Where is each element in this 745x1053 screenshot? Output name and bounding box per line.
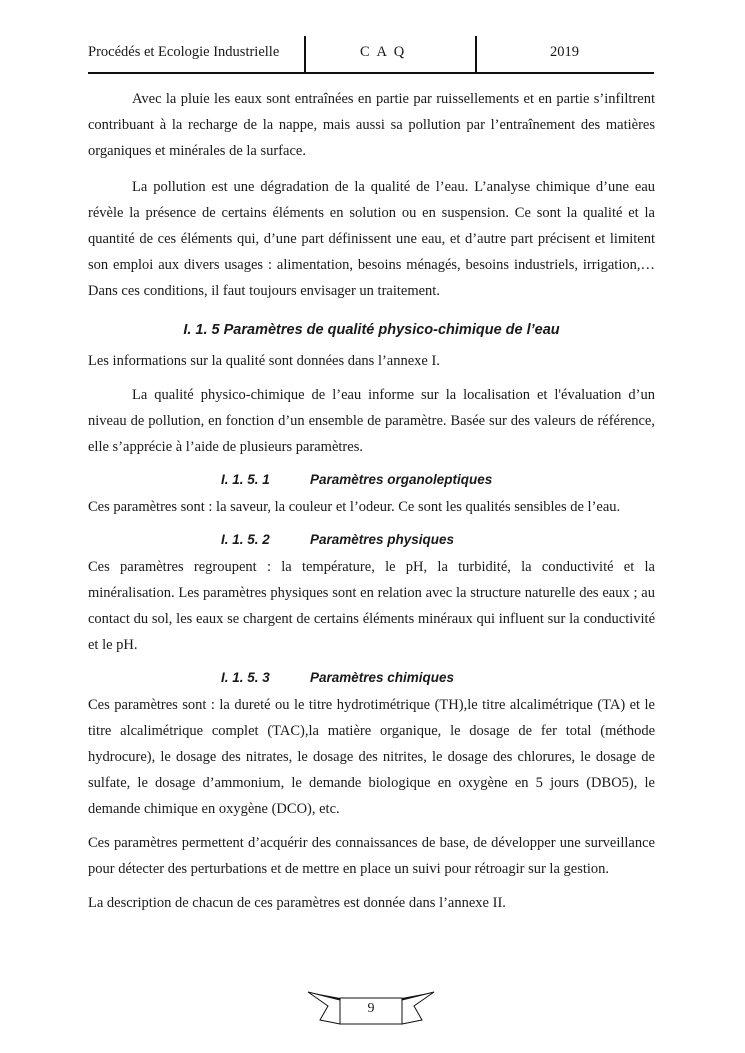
page-number: 9 bbox=[367, 1001, 375, 1016]
paragraph: La qualité physico-chimique de l’eau informe sur la localisation et l'évaluation d’un niveau de pollution, en fonction d’un ensemble de paramètre. Basée sur des valeurs de référence, elle s’apprécie à l’aide de plusieurs paramètres. bbox=[88, 387, 655, 455]
page-header bbox=[88, 36, 654, 76]
subsection-heading bbox=[88, 664, 655, 692]
paragraph: Ces paramètres regroupent : la température, le pH, la turbidité, la conductivité et la minéralisation. Les paramètres physiques sont en relation avec la structure naturelle des eaux ; au contact du sol, les eaux se chargent de certains éléments minéraux qui influent sur la conductivité et le pH. bbox=[88, 559, 655, 653]
paragraph: Avec la pluie les eaux sont entraînées en partie par ruissellements et en partie s’infiltrent contribuant à la recharge de la nappe, mais aussi sa pollution par l’entraînement des matières organiques et minérales de la surface. bbox=[88, 91, 655, 159]
subsection-heading bbox=[88, 526, 655, 554]
paragraph: Ces paramètres sont : la saveur, la couleur et l’odeur. Ce sont les qualités sensibles de l’eau. bbox=[88, 499, 621, 515]
page-footer bbox=[306, 990, 436, 1026]
document-body bbox=[88, 86, 655, 916]
paragraph: Les informations sur la qualité sont données dans l’annexe I. bbox=[88, 353, 440, 369]
subsection-title: Paramètres chimiques bbox=[310, 670, 455, 685]
paragraph: La pollution est une dégradation de la qualité de l’eau. L’analyse chimique d’une eau révèle la présence de certains éléments en solution ou en suspension. Ce sont la qualité et la quantité de ces éléments qui, d’une part définissent une eau, et d’autre part précisent et limitent son emploi aux divers usages : alimentation, besoins ménagés, besoins industriels, irrigation,… Dans ces conditions, il faut toujours envisager un traitement. bbox=[88, 179, 655, 299]
paragraph: Ces paramètres permettent d’acquérir des connaissances de base, de développer une surveillance pour détecter des perturbations et de mettre en place un suivi pour rétroagir sur la gestion. bbox=[88, 835, 655, 877]
subsection-number: I. 1. 5. 2 bbox=[221, 532, 270, 547]
subsection-title: Paramètres physiques bbox=[310, 532, 455, 547]
subsection-title: Paramètres organoleptiques bbox=[310, 472, 493, 487]
paragraph: La description de chacun de ces paramètres est donnée dans l’annexe II. bbox=[88, 895, 506, 911]
header-divider bbox=[475, 36, 477, 72]
header-module: C A Q bbox=[360, 44, 407, 60]
header-course-title: Procédés et Ecologie Industrielle bbox=[88, 44, 280, 60]
subsection-number: I. 1. 5. 3 bbox=[221, 670, 270, 685]
section-heading: I. 1. 5 Paramètres de qualité physico-chimique de l’eau bbox=[183, 322, 560, 338]
paragraph: Ces paramètres sont : la dureté ou le titre hydrotimétrique (TH),le titre alcalimétrique (TA) et le titre alcalimétrique complet (TAC),la matière organique, le dosage de fer total (méthode hydrocure), le dosage des nitrates, le dosage des nitrites, le dosage des chlorures, le dosage de sulfate, le dosage d’ammonium, le demande biologique en oxygène en 5 jours (DBO5), le demande chimique en oxygène (DCO), etc. bbox=[88, 697, 655, 817]
subsection-number: I. 1. 5. 1 bbox=[221, 472, 270, 487]
header-year: 2019 bbox=[550, 44, 579, 60]
header-rule bbox=[88, 72, 654, 74]
subsection-heading bbox=[88, 466, 655, 494]
header-divider bbox=[304, 36, 306, 72]
